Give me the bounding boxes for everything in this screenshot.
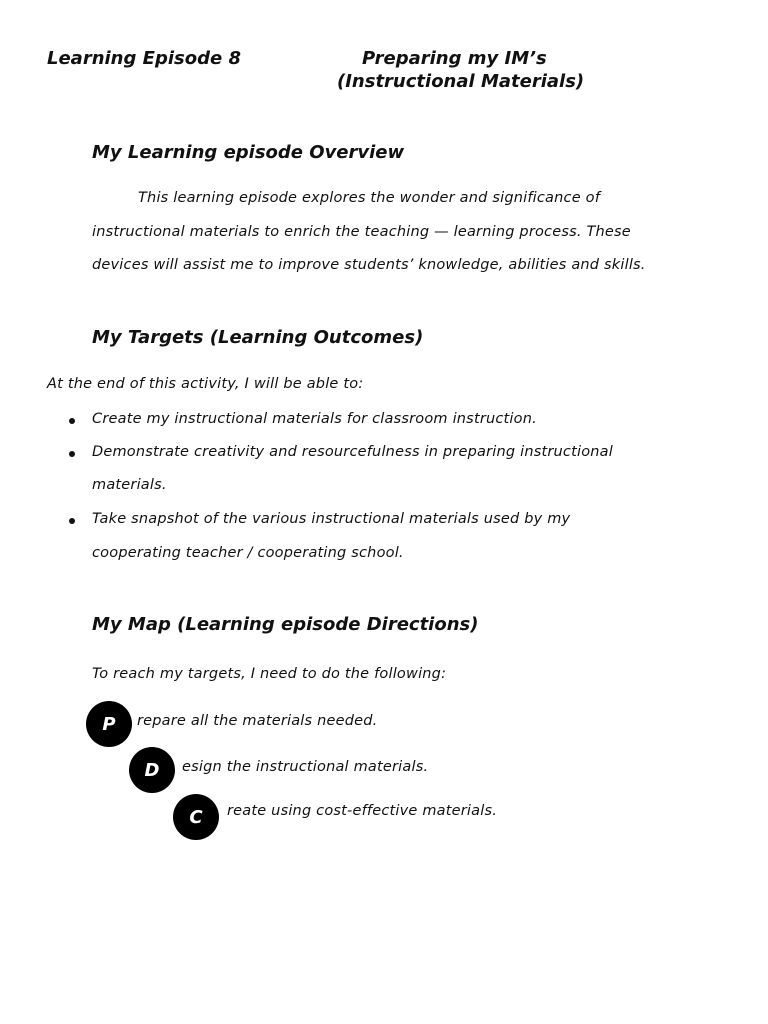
targets-heading: My Targets (Learning Outcomes) <box>92 327 424 348</box>
page-title-line1: Preparing my IM’s <box>362 48 547 69</box>
map-intro: To reach my targets, I need to do the following: <box>92 666 447 682</box>
step-letter-badge: P <box>86 701 132 747</box>
targets-intro: At the end of this activity, I will be able to: <box>47 376 364 392</box>
overview-heading: My Learning episode Overview <box>92 142 405 163</box>
step-letter-badge: D <box>129 747 175 793</box>
step-3-text: reate using cost-effective materials. <box>227 803 498 819</box>
bullet-dot <box>69 418 75 424</box>
step-letter-badge: C <box>173 794 219 840</box>
target-item-2-line-2: materials. <box>92 477 167 493</box>
map-heading: My Map (Learning episode Directions) <box>92 614 479 635</box>
target-item-2-line-1: Demonstrate creativity and resourcefulness in preparing instructional <box>92 444 613 460</box>
page-title-line2: (Instructional Materials) <box>337 71 585 92</box>
episode-label: Learning Episode 8 <box>47 48 241 69</box>
overview-line-3: devices will assist me to improve students’ knowledge, abilities and skills. <box>92 257 646 273</box>
target-item-3-line-1: Take snapshot of the various instructional materials used by my <box>92 511 571 527</box>
overview-line-2: instructional materials to enrich the teaching — learning process. These <box>92 224 631 240</box>
bullet-dot <box>69 451 75 457</box>
bullet-dot <box>69 518 75 524</box>
target-item-3-line-2: cooperating teacher / cooperating school. <box>92 545 404 561</box>
step-2-text: esign the instructional materials. <box>182 759 429 775</box>
step-1-text: repare all the materials needed. <box>137 713 378 729</box>
overview-line-1: This learning episode explores the wonder and significance of <box>138 190 600 206</box>
target-item-1: Create my instructional materials for classroom instruction. <box>92 411 537 427</box>
